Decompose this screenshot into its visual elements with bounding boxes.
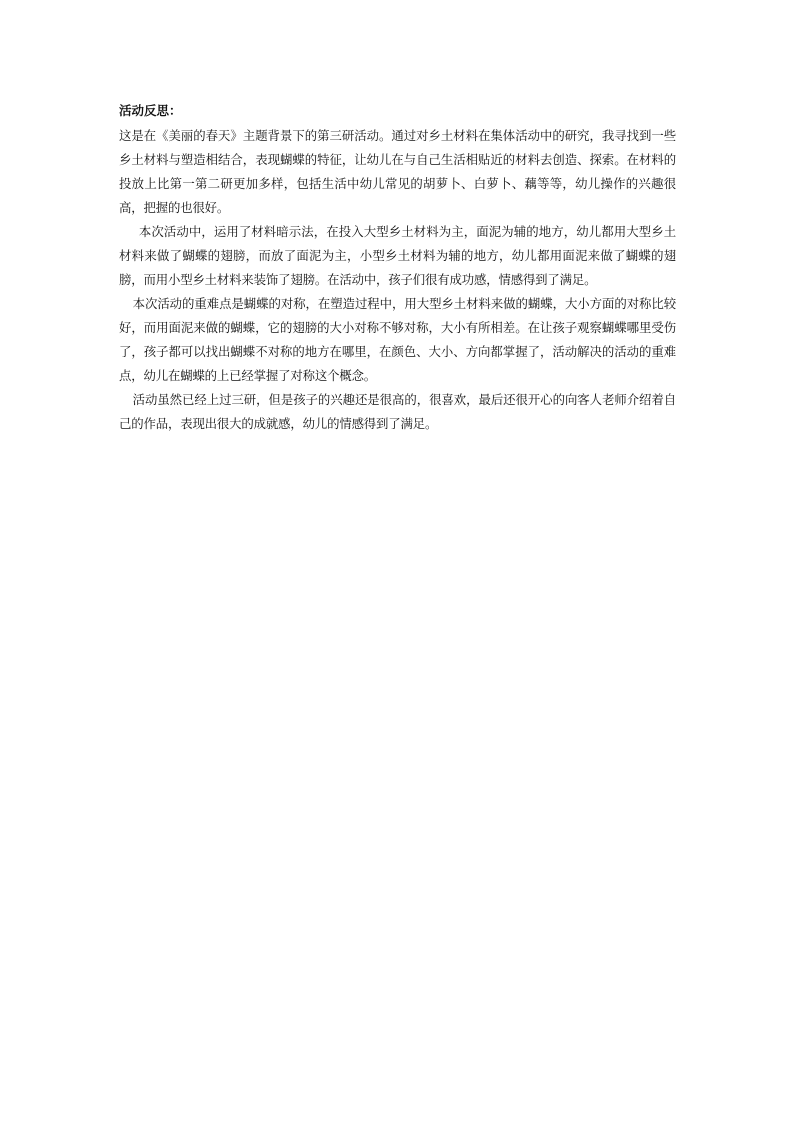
- document-body: [119, 100, 676, 436]
- section-heading: 活动反思：: [119, 103, 182, 118]
- paragraph-2: 本次活动中，运用了材料暗示法，在投入大型乡土材料为主，面泥为辅的地方，幼儿都用大型乡土材料来做了蝴蝶的翅膀，而放了面泥为主，小型乡土材料为辅的地方，幼儿都用面泥来做了蝴蝶的翅膀，而用小型乡土材料来装饰了翅膀。在活动中，孩子们很有成功感，情感得到了满足。: [119, 224, 676, 287]
- paragraph-1: 这是在《美丽的春天》主题背景下的第三研活动。通过对乡土材料在集体活动中的研究，我寻找到一些乡土材料与塑造相结合，表现蝴蝶的特征，让幼儿在与自己生活相贴近的材料去创造、探索。在材料的投放上比第一第二研更加多样，包括生活中幼儿常见的胡萝卜、白萝卜、藕等等，幼儿操作的兴趣很高，把握的也很好。: [119, 128, 676, 215]
- paragraph-4: 活动虽然已经上过三研，但是孩子的兴趣还是很高的，很喜欢，最后还很开心的向客人老师介绍着自己的作品，表现出很大的成就感，幼儿的情感得到了满足。: [119, 392, 676, 431]
- paragraph-3: 本次活动的重难点是蝴蝶的对称，在塑造过程中，用大型乡土材料来做的蝴蝶，大小方面的对称比较好，而用面泥来做的蝴蝶，它的翅膀的大小对称不够对称，大小有所相差。在让孩子观察蝴蝶哪里受伤了，孩子都可以找出蝴蝶不对称的地方在哪里，在颜色、大小、方向都掌握了，活动解决的活动的重难点，幼儿在蝴蝶的上已经掌握了对称这个概念。: [119, 296, 676, 383]
